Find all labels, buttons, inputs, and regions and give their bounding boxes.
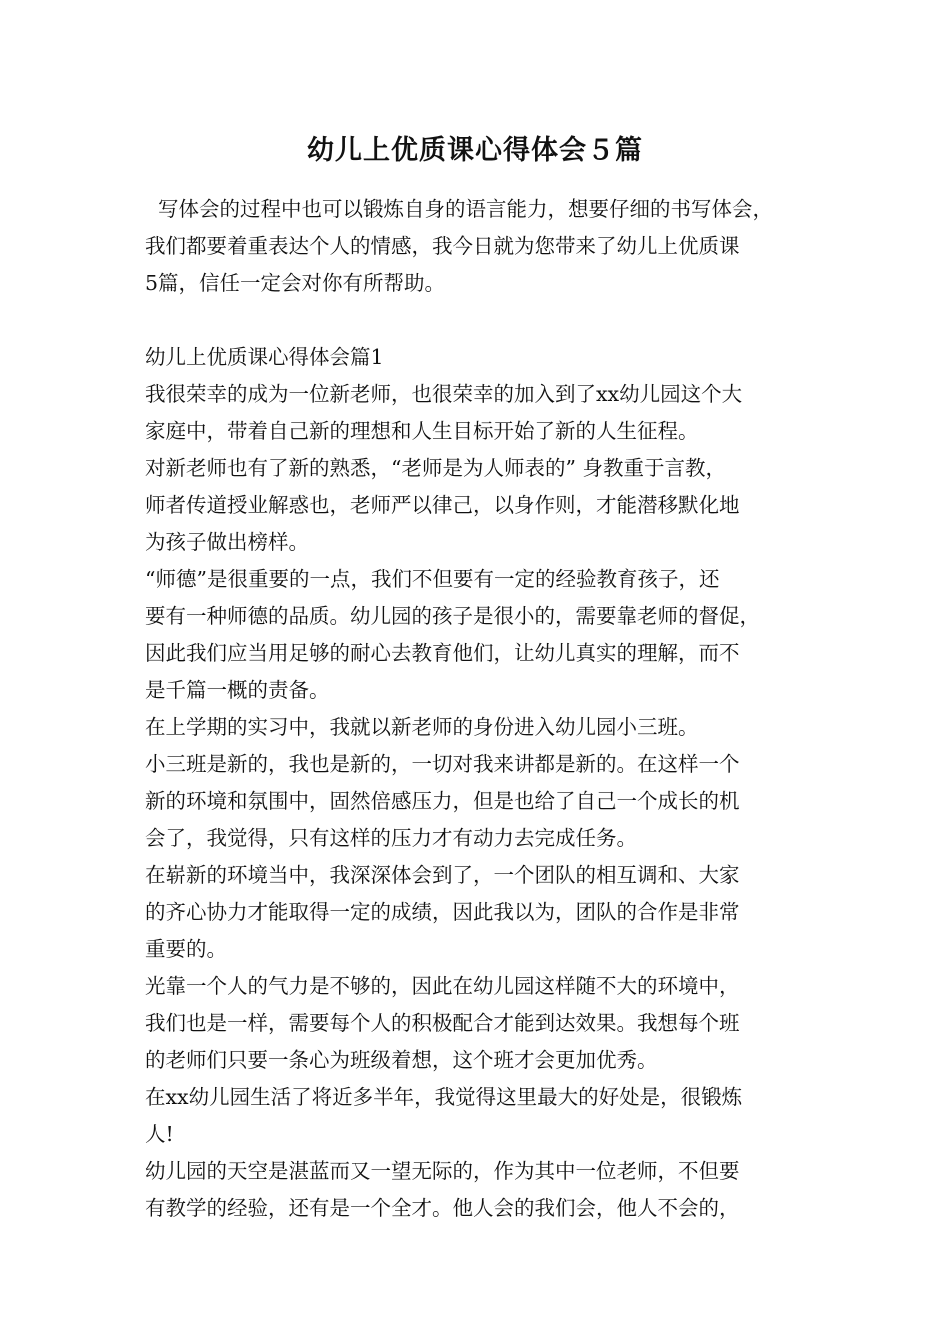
body-line: 是千篇一概的责备。 xyxy=(145,678,330,702)
intro-line-3: 5篇，信任一定会对你有所帮助。 xyxy=(145,271,446,295)
body-line: 在上学期的实习中，我就以新老师的身份进入幼儿园小三班。 xyxy=(145,715,699,739)
body-line: 我们也是一样，需要每个人的积极配合才能到达效果。我想每个班 xyxy=(145,1011,740,1035)
intro-line-2: 我们都要着重表达个人的情感，我今日就为您带来了幼儿上优质课 xyxy=(145,234,740,258)
body-line: 因此我们应当用足够的耐心去教育他们，让幼儿真实的理解，而不 xyxy=(145,641,740,665)
body-line: 对新老师也有了新的熟悉，“老师是为人师表的” 身教重于言教， xyxy=(145,456,726,480)
body-line: 有教学的经验，还有是一个全才。他人会的我们会，他人不会的， xyxy=(145,1196,740,1220)
body-line: 在xx幼儿园生活了将近多半年，我觉得这里最大的好处是，很锻炼 xyxy=(145,1085,743,1109)
body-line: 的齐心协力才能取得一定的成绩，因此我以为，团队的合作是非常 xyxy=(145,900,740,924)
document-title: 幼儿上优质课心得体会５篇 xyxy=(307,135,643,166)
body-line: 为孩子做出榜样。 xyxy=(145,530,309,554)
body-line: 家庭中，带着自己新的理想和人生目标开始了新的人生征程。 xyxy=(145,419,699,443)
body-line: 重要的。 xyxy=(145,937,227,961)
body-line: 会了，我觉得，只有这样的压力才有动力去完成任务。 xyxy=(145,826,637,850)
paragraph-gap xyxy=(145,302,810,339)
body-line: 幼儿园的天空是湛蓝而又一望无际的，作为其中一位老师，不但要 xyxy=(145,1159,740,1183)
body-line: 的老师们只要一条心为班级着想，这个班才会更加优秀。 xyxy=(145,1048,658,1072)
body-line: 光靠一个人的气力是不够的，因此在幼儿园这样随不大的环境中， xyxy=(145,974,740,998)
body-line: 师者传道授业解惑也，老师严以律己，以身作则，才能潜移默化地 xyxy=(145,493,740,517)
body-line: 小三班是新的，我也是新的，一切对我来讲都是新的。在这样一个 xyxy=(145,752,740,776)
body-line: 人! xyxy=(145,1122,174,1146)
document-body xyxy=(145,191,810,1227)
body-line: 要有一种师德的品质。幼儿园的孩子是很小的，需要靠老师的督促， xyxy=(145,604,760,628)
body-line: 新的环境和氛围中，固然倍感压力，但是也给了自己一个成长的机 xyxy=(145,789,740,813)
body-line: “师德”是很重要的一点，我们不但要有一定的经验教育孩子，还 xyxy=(145,567,720,591)
body-line: 我很荣幸的成为一位新老师，也很荣幸的加入到了xx幼儿园这个大 xyxy=(145,382,743,406)
section-heading-1: 幼儿上优质课心得体会篇1 xyxy=(145,345,384,369)
body-line: 在崭新的环境当中，我深深体会到了，一个团队的相互调和、大家 xyxy=(145,863,740,887)
intro-line-1: 写体会的过程中也可以锻炼自身的语言能力，想要仔细的书写体会， xyxy=(145,197,774,221)
